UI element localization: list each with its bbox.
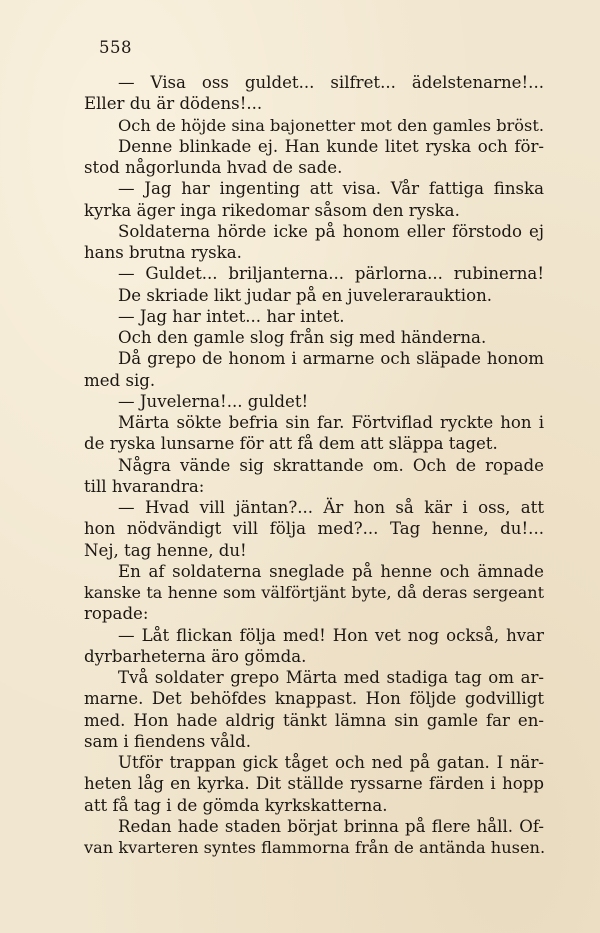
text-line: — Guldet... briljanterna... pärlorna... rubinerna! — [118, 264, 544, 284]
text-line: hon nödvändigt vill följa med?... Tag henne, du!... — [84, 519, 544, 539]
text-line: En af soldaterna sneglade på henne och ämnade — [118, 561, 544, 581]
text-line: med sig. — [84, 370, 156, 390]
text-line: kyrka äger inga rikedomar såsom den ryska. — [84, 200, 460, 220]
text-line: Denne blinkade ej. Han kunde litet ryska och för- — [118, 136, 544, 156]
text-line: ropade: — [84, 604, 149, 624]
text-line: dyrbarheterna äro gömda. — [84, 646, 307, 666]
text-line: till hvarandra: — [84, 476, 205, 496]
text-line: hans brutna ryska. — [84, 243, 242, 262]
text-line: Utför trappan gick tåget och ned på gatan. I när- — [118, 753, 544, 772]
text-line: Och de höjde sina bajonetter mot den gamles bröst. — [118, 115, 544, 135]
text-line: marne. Det behöfdes knappast. Hon följde godvilligt — [84, 689, 544, 709]
text-line: — Jag har ingenting att visa. Vår fattiga finska — [118, 179, 544, 199]
text-line: Några vände sig skrattande om. Och de ropade — [118, 455, 544, 475]
body-text — [84, 72, 544, 858]
text-line: — Låt flickan följa med! Hon vet nog också, hvar — [118, 625, 544, 645]
text-line: De skriade likt judar på en juvelerarauktion. — [118, 285, 493, 305]
page-number: 558 — [99, 38, 132, 57]
text-line: — Visa oss guldet... silfret... ädelstenarne!... — [118, 73, 544, 92]
text-line: heten låg en kyrka. Dit ställde ryssarne färden i hopp — [84, 774, 544, 794]
text-line: Eller du är dödens!... — [84, 94, 263, 114]
text-line: — Jag har intet... har intet. — [118, 306, 345, 326]
text-line: att få tag i de gömda kyrkskatterna. — [84, 795, 388, 815]
text-line: de ryska lunsarne för att få dem att släppa taget. — [84, 434, 498, 454]
text-line: Två soldater grepo Märta med stadiga tag om ar- — [118, 668, 544, 687]
text-line: Nej, tag henne, du! — [84, 540, 247, 560]
text-line: kanske ta henne som välförtjänt byte, då deras sergeant — [84, 583, 544, 602]
text-line: Då grepo de honom i armarne och släpade honom — [118, 349, 544, 369]
text-line: Redan hade staden börjat brinna på flere håll. Of- — [118, 816, 544, 836]
text-line: — Juvelerna!... guldet! — [118, 391, 309, 411]
text-line: stod någorlunda hvad de sade. — [84, 158, 343, 177]
text-line: Och den gamle slog från sig med händerna. — [118, 328, 487, 347]
text-line: Soldaterna hörde icke på honom eller förstodo ej — [118, 221, 544, 241]
text-line: sam i fiendens våld. — [84, 731, 251, 751]
text-line: van kvarteren syntes flammorna från de antända husen. — [84, 838, 546, 857]
text-line: — Hvad vill jäntan?... Är hon så kär i oss, att — [118, 498, 544, 517]
text-line: Märta sökte befria sin far. Förtviflad ryckte hon i — [118, 413, 544, 432]
text-line: med. Hon hade aldrig tänkt lämna sin gamle far en- — [84, 710, 544, 730]
